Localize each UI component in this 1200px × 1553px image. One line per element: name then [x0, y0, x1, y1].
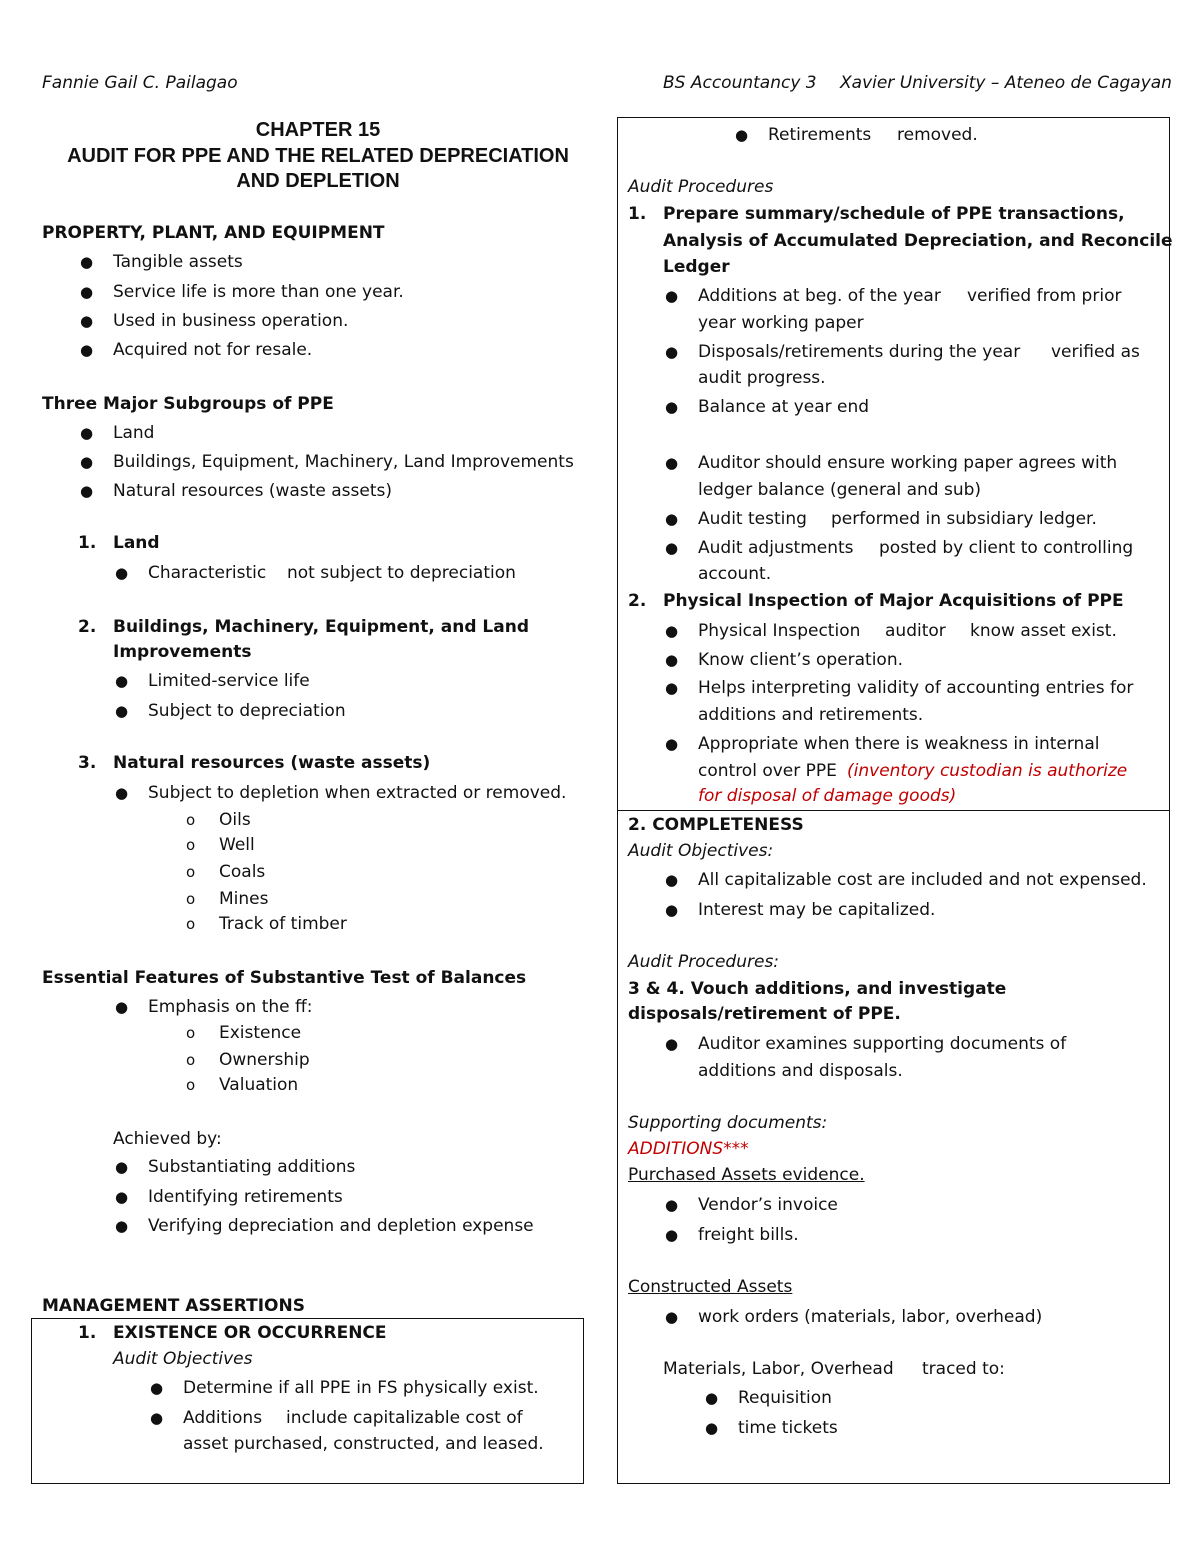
list-item: know asset exist.: [970, 621, 1117, 641]
list-item: Subject to depletion when extracted or removed.: [148, 783, 567, 803]
list-item-cont: audit progress.: [698, 368, 826, 388]
list-item: not subject to depreciation: [287, 563, 516, 583]
circle-bullet-icon: o: [186, 1051, 196, 1069]
list-item: Identifying retirements: [148, 1187, 343, 1207]
list-item: Interest may be capitalized.: [698, 900, 936, 920]
list-item: Track of timber: [219, 914, 347, 934]
bullet-icon: ●: [665, 622, 679, 640]
procedure-1-heading-cont: Ledger: [663, 257, 730, 277]
chapter-subtitle-line1: AUDIT FOR PPE AND THE RELATED DEPRECIATION: [67, 145, 569, 167]
procedure-2-heading: Physical Inspection of Major Acquisitions of PPE: [663, 591, 1124, 611]
bullet-icon: ●: [665, 1308, 679, 1326]
list-item: Disposals/retirements during the year: [698, 342, 1021, 362]
essential-features-heading: Essential Features of Substantive Test of Balances: [42, 968, 527, 988]
constructed-assets-heading: Constructed Assets: [628, 1277, 793, 1297]
bullet-icon: ●: [665, 735, 679, 753]
bullet-icon: ●: [150, 1409, 164, 1427]
list-item: Substantiating additions: [148, 1157, 356, 1177]
management-assertions-heading: MANAGEMENT ASSERTIONS: [42, 1296, 305, 1316]
bullet-icon: ●: [665, 454, 679, 472]
list-item: Appropriate when there is weakness in internal: [698, 734, 1100, 754]
list-item: Audit testing: [698, 509, 807, 529]
list-item: Additions: [183, 1408, 263, 1428]
bullet-icon: ●: [665, 343, 679, 361]
list-item: Natural resources (waste assets): [113, 481, 392, 501]
bullet-icon: ●: [665, 287, 679, 305]
audit-procedures-label: Audit Procedures: [628, 177, 774, 197]
bullet-icon: ●: [80, 253, 94, 271]
bullet-icon: ●: [705, 1389, 719, 1407]
bullet-icon: ●: [665, 1226, 679, 1244]
list-item: Emphasis on the ff:: [148, 997, 313, 1017]
bullet-icon: ●: [115, 784, 129, 802]
list-item: Land: [113, 423, 155, 443]
list-item-cont: year working paper: [698, 313, 864, 333]
procedure-34-heading-cont: disposals/retirement of PPE.: [628, 1004, 901, 1024]
list-item: freight bills.: [698, 1225, 799, 1245]
purchased-assets-heading: Purchased Assets evidence.: [628, 1165, 865, 1185]
list-item-cont: asset purchased, constructed, and leased.: [183, 1434, 544, 1454]
procedure-1-heading-cont: Analysis of Accumulated Depreciation, and Reconcile: [663, 231, 1173, 251]
bullet-icon: ●: [665, 651, 679, 669]
bullet-icon: ●: [665, 679, 679, 697]
list-item: Requisition: [738, 1388, 832, 1408]
list-item: All capitalizable cost are included and not expensed.: [698, 870, 1147, 890]
traced-label: Materials, Labor, Overhead: [663, 1359, 894, 1379]
bullet-icon: ●: [115, 1158, 129, 1176]
author-name: Fannie Gail C. Pailagao: [42, 73, 238, 93]
list-item: Acquired not for resale.: [113, 340, 313, 360]
list-item-cont: control over PPE: [698, 761, 837, 781]
list-number: 1.: [78, 1323, 97, 1343]
list-item: Auditor examines supporting documents of: [698, 1034, 1067, 1054]
bullet-icon: ●: [115, 672, 129, 690]
bullet-icon: ●: [80, 482, 94, 500]
list-item: Additions at beg. of the year: [698, 286, 941, 306]
list-item: Retirements: [768, 125, 872, 145]
bullet-icon: ●: [665, 901, 679, 919]
circle-bullet-icon: o: [186, 1024, 196, 1042]
bullet-icon: ●: [665, 871, 679, 889]
list-item: Verifying depreciation and depletion expense: [148, 1216, 534, 1236]
ppe-heading: PROPERTY, PLANT, AND EQUIPMENT: [42, 223, 385, 243]
procedure-34-heading: 3 & 4. Vouch additions, and investigate: [628, 979, 1007, 999]
subgroups-heading: Three Major Subgroups of PPE: [42, 394, 334, 414]
bullet-icon: ●: [665, 510, 679, 528]
bullet-icon: ●: [115, 1188, 129, 1206]
bullet-icon: ●: [115, 564, 129, 582]
list-item: Subject to depreciation: [148, 701, 346, 721]
custodian-note-cont: for disposal of damage goods): [698, 786, 957, 806]
list-item: include capitalizable cost of: [286, 1408, 523, 1428]
list-item: Well: [219, 835, 255, 855]
natural-resources-heading: Natural resources (waste assets): [113, 753, 431, 773]
circle-bullet-icon: o: [186, 915, 196, 933]
list-item: verified from prior: [967, 286, 1122, 306]
achieved-label: Achieved by:: [113, 1129, 222, 1149]
circle-bullet-icon: o: [186, 863, 196, 881]
bullet-icon: ●: [80, 312, 94, 330]
land-heading: Land: [113, 533, 160, 553]
bme-heading: Buildings, Machinery, Equipment, and Land: [113, 617, 529, 637]
list-item: Tangible assets: [113, 252, 243, 272]
circle-bullet-icon: o: [186, 836, 196, 854]
bullet-icon: ●: [80, 341, 94, 359]
list-item-cont: account.: [698, 564, 772, 584]
list-item: removed.: [897, 125, 978, 145]
circle-bullet-icon: o: [186, 890, 196, 908]
bullet-icon: ●: [665, 1196, 679, 1214]
list-item: Mines: [219, 889, 269, 909]
bullet-icon: ●: [705, 1419, 719, 1437]
custodian-note: (inventory custodian is authorize: [847, 761, 1128, 781]
bullet-icon: ●: [115, 998, 129, 1016]
supporting-documents-label: Supporting documents:: [628, 1113, 828, 1133]
list-item: Coals: [219, 862, 266, 882]
chapter-subtitle-line2: AND DEPLETION: [236, 170, 400, 192]
list-number: 1.: [78, 533, 97, 553]
bullet-icon: ●: [80, 283, 94, 301]
list-item: time tickets: [738, 1418, 838, 1438]
program-name: BS Accountancy 3: [663, 73, 817, 93]
list-item: Balance at year end: [698, 397, 870, 417]
list-item: Physical Inspection: [698, 621, 861, 641]
bullet-icon: ●: [115, 702, 129, 720]
list-item: Valuation: [219, 1075, 299, 1095]
list-item: Service life is more than one year.: [113, 282, 404, 302]
traced-label-cont: traced to:: [922, 1359, 1005, 1379]
list-number: 3.: [78, 753, 97, 773]
list-number: 2.: [628, 591, 647, 611]
list-item: Vendor’s invoice: [698, 1195, 838, 1215]
list-item: Limited-service life: [148, 671, 310, 691]
list-item: Helps interpreting validity of accounting entries for: [698, 678, 1134, 698]
list-item: Buildings, Equipment, Machinery, Land Improvements: [113, 452, 574, 472]
list-item: Existence: [219, 1023, 302, 1043]
list-item: Characteristic: [148, 563, 267, 583]
existence-heading: EXISTENCE OR OCCURRENCE: [113, 1323, 387, 1343]
bullet-icon: ●: [665, 539, 679, 557]
procedure-1-heading: Prepare summary/schedule of PPE transactions,: [663, 204, 1125, 224]
circle-bullet-icon: o: [186, 1076, 196, 1094]
bullet-icon: ●: [80, 453, 94, 471]
list-item: Ownership: [219, 1050, 310, 1070]
audit-procedures-label: Audit Procedures:: [628, 952, 780, 972]
additions-label: ADDITIONS***: [628, 1139, 749, 1159]
bullet-icon: ●: [80, 424, 94, 442]
bullet-icon: ●: [665, 398, 679, 416]
list-item: posted by client to controlling: [879, 538, 1134, 558]
list-item-cont: additions and disposals.: [698, 1061, 903, 1081]
list-number: 1.: [628, 204, 647, 224]
bullet-icon: ●: [665, 1035, 679, 1053]
bullet-icon: ●: [735, 126, 749, 144]
list-item-cont: additions and retirements.: [698, 705, 924, 725]
bullet-icon: ●: [115, 1217, 129, 1235]
list-item: Audit adjustments: [698, 538, 854, 558]
list-item: Oils: [219, 810, 251, 830]
list-number: 2.: [78, 617, 97, 637]
list-item: work orders (materials, labor, overhead): [698, 1307, 1043, 1327]
list-item: Auditor should ensure working paper agrees with: [698, 453, 1118, 473]
list-item: verified as: [1051, 342, 1140, 362]
audit-objectives-label: Audit Objectives: [113, 1349, 253, 1369]
school-name: Xavier University – Ateneo de Cagayan: [840, 73, 1172, 93]
list-item: auditor: [885, 621, 946, 641]
bullet-icon: ●: [150, 1379, 164, 1397]
chapter-title: CHAPTER 15: [255, 119, 381, 141]
audit-objectives-label: Audit Objectives:: [628, 841, 774, 861]
list-item: Know client’s operation.: [698, 650, 904, 670]
bme-heading-cont: Improvements: [113, 642, 252, 662]
list-item: Used in business operation.: [113, 311, 349, 331]
circle-bullet-icon: o: [186, 811, 196, 829]
list-item: Determine if all PPE in FS physically exist.: [183, 1378, 539, 1398]
list-item-cont: ledger balance (general and sub): [698, 480, 982, 500]
list-item: performed in subsidiary ledger.: [831, 509, 1097, 529]
completeness-heading: 2. COMPLETENESS: [628, 815, 804, 835]
